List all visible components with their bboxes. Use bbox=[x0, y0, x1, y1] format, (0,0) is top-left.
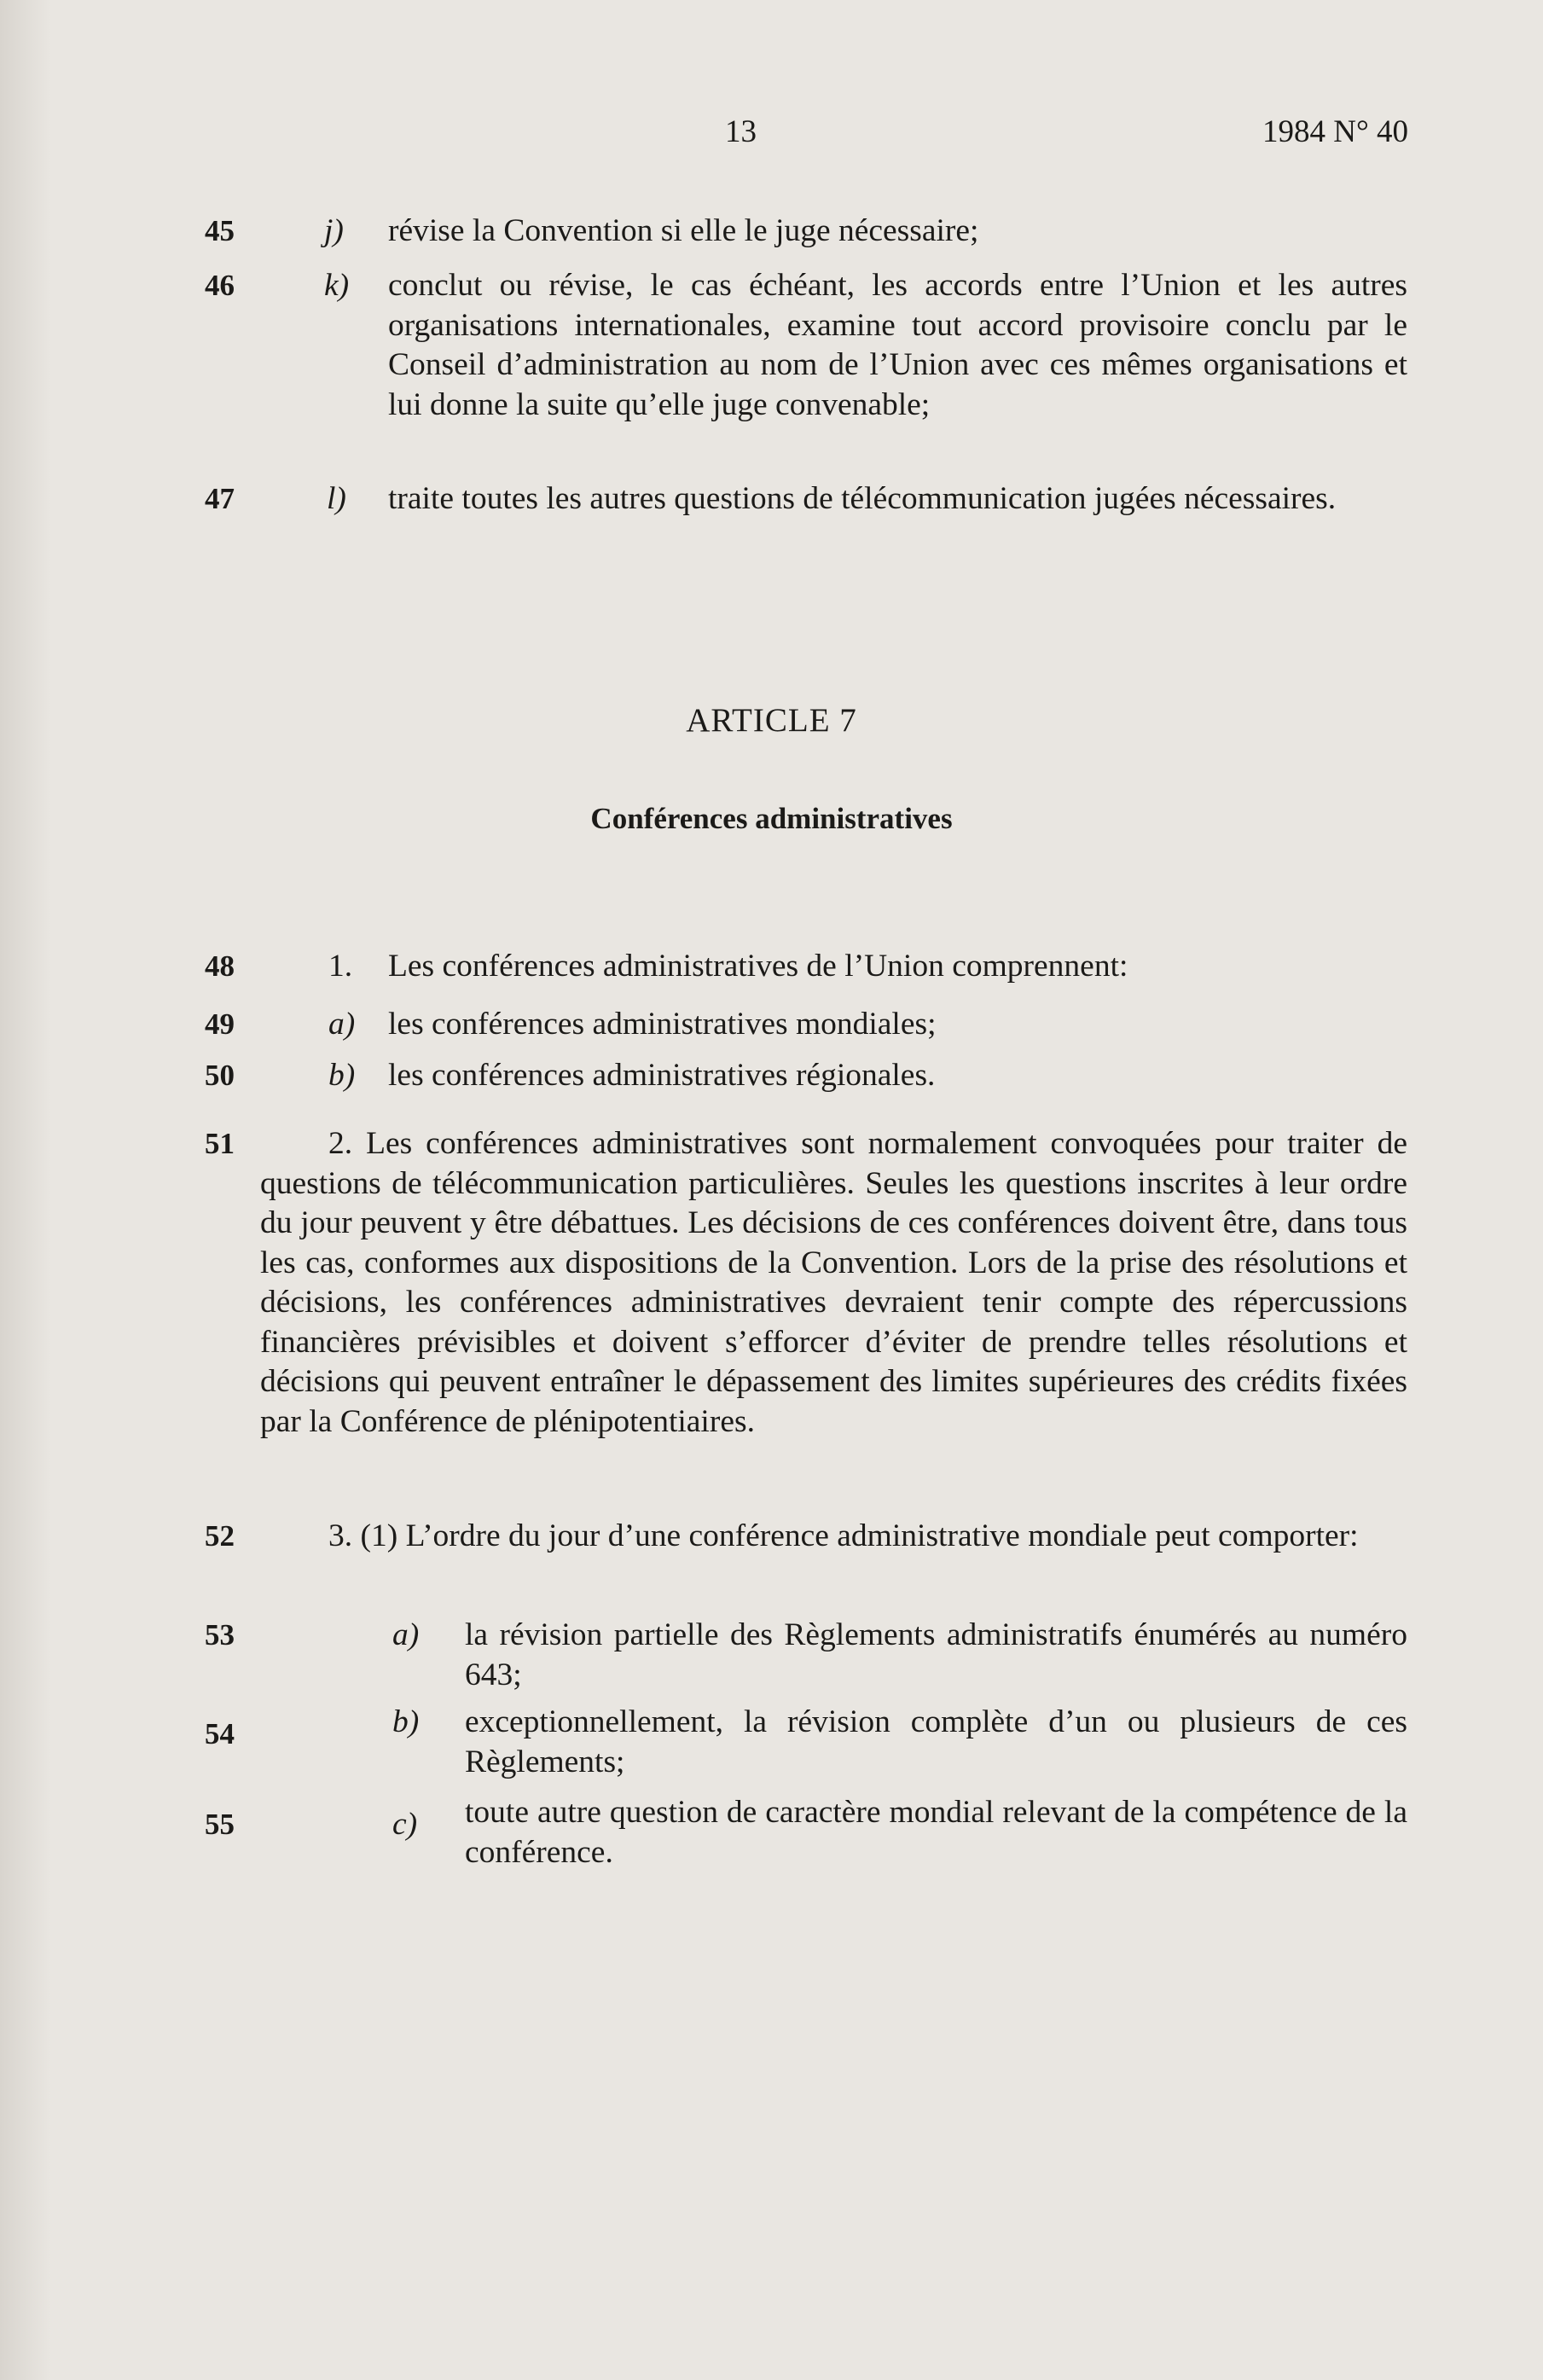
provision-text: Les conférences administratives de l’Union comprennent: bbox=[388, 949, 1128, 984]
provision-number: 54 bbox=[205, 1717, 235, 1750]
provision-text: révise la Convention si elle le juge nécessaire; bbox=[388, 213, 979, 248]
provision-letter: a) bbox=[328, 1007, 356, 1042]
provision-text: conclut ou révise, le cas échéant, les accords entre l’Union et les autres organisations internationales, examine tout accord provisoire conclu par le Conseil d’administration au nom de l’Union avec ces mêmes organisations et lui donne la suite qu’elle juge convenable; bbox=[388, 268, 1407, 422]
provision-number: 51 bbox=[205, 1127, 235, 1160]
paragraph-body: L’ordre du jour d’une conférence administrative mondiale peut comporter: bbox=[405, 1518, 1359, 1553]
page-header bbox=[0, 113, 1543, 156]
provision-number: 53 bbox=[205, 1618, 235, 1651]
provision-text: traite toutes les autres questions de télécommunication jugées nécessaires. bbox=[388, 481, 1337, 516]
document-reference: 1984 N° 40 bbox=[1262, 114, 1408, 149]
provision-text bbox=[260, 1517, 1407, 1557]
article-subtitle: Conférences administratives bbox=[590, 802, 953, 835]
provision-text: les conférences administratives régionales. bbox=[388, 1058, 936, 1093]
provision-text: les conférences administratives mondiales; bbox=[388, 1007, 937, 1042]
provision-number: 48 bbox=[205, 949, 235, 983]
provision-text: la révision partielle des Règlements administratifs énumérés au numéro 643; bbox=[465, 1617, 1407, 1692]
provision-text: toute autre question de caractère mondial relevant de la compétence de la conférence. bbox=[465, 1795, 1407, 1870]
provision-letter: b) bbox=[392, 1704, 420, 1739]
provision-number: 52 bbox=[205, 1519, 235, 1553]
provision-letter: b) bbox=[328, 1058, 356, 1093]
provision-letter: c) bbox=[392, 1807, 418, 1842]
provision-number: 55 bbox=[205, 1808, 235, 1841]
paragraph-marker: 3. (1) bbox=[328, 1518, 398, 1553]
page-edge-shadow bbox=[0, 0, 51, 2380]
paragraph-body: Les conférences administratives sont normalement convoquées pour traiter de questions de télécommunication particulières. Seules les questions inscrites à leur ordre du jour peuvent y être débattues. Les décisions de ces conférences doivent être, dans tous les cas, conformes aux dispositions de la Convention. Lors de la prise des résolutions et décisions, les conférences administratives devraient tenir compte des répercussions financières prévisibles et doivent s’efforcer d’éviter de prendre telles résolutions et décisions qui peuvent entraîner le dépassement des limites supérieures des crédits fixées par la Conférence de plénipotentiaires. bbox=[260, 1126, 1408, 1439]
provision-letter: l) bbox=[327, 481, 346, 516]
provision-number: 49 bbox=[205, 1007, 235, 1041]
provision-number: 47 bbox=[205, 482, 235, 515]
provision-text bbox=[260, 1124, 1407, 1442]
provision-text: exceptionnellement, la révision complète d’un ou plusieurs de ces Règlements; bbox=[465, 1704, 1407, 1779]
page-number: 13 bbox=[725, 114, 757, 149]
paragraph-marker: 1. bbox=[328, 949, 353, 984]
provision-letter: a) bbox=[392, 1617, 420, 1652]
provision-letter: j) bbox=[324, 213, 344, 248]
article-title: ARTICLE 7 bbox=[686, 702, 857, 739]
provision-number: 46 bbox=[205, 269, 235, 302]
provision-number: 45 bbox=[205, 214, 235, 247]
provision-letter: k) bbox=[324, 268, 350, 303]
provision-number: 50 bbox=[205, 1059, 235, 1092]
paragraph-marker: 2. bbox=[328, 1126, 353, 1161]
